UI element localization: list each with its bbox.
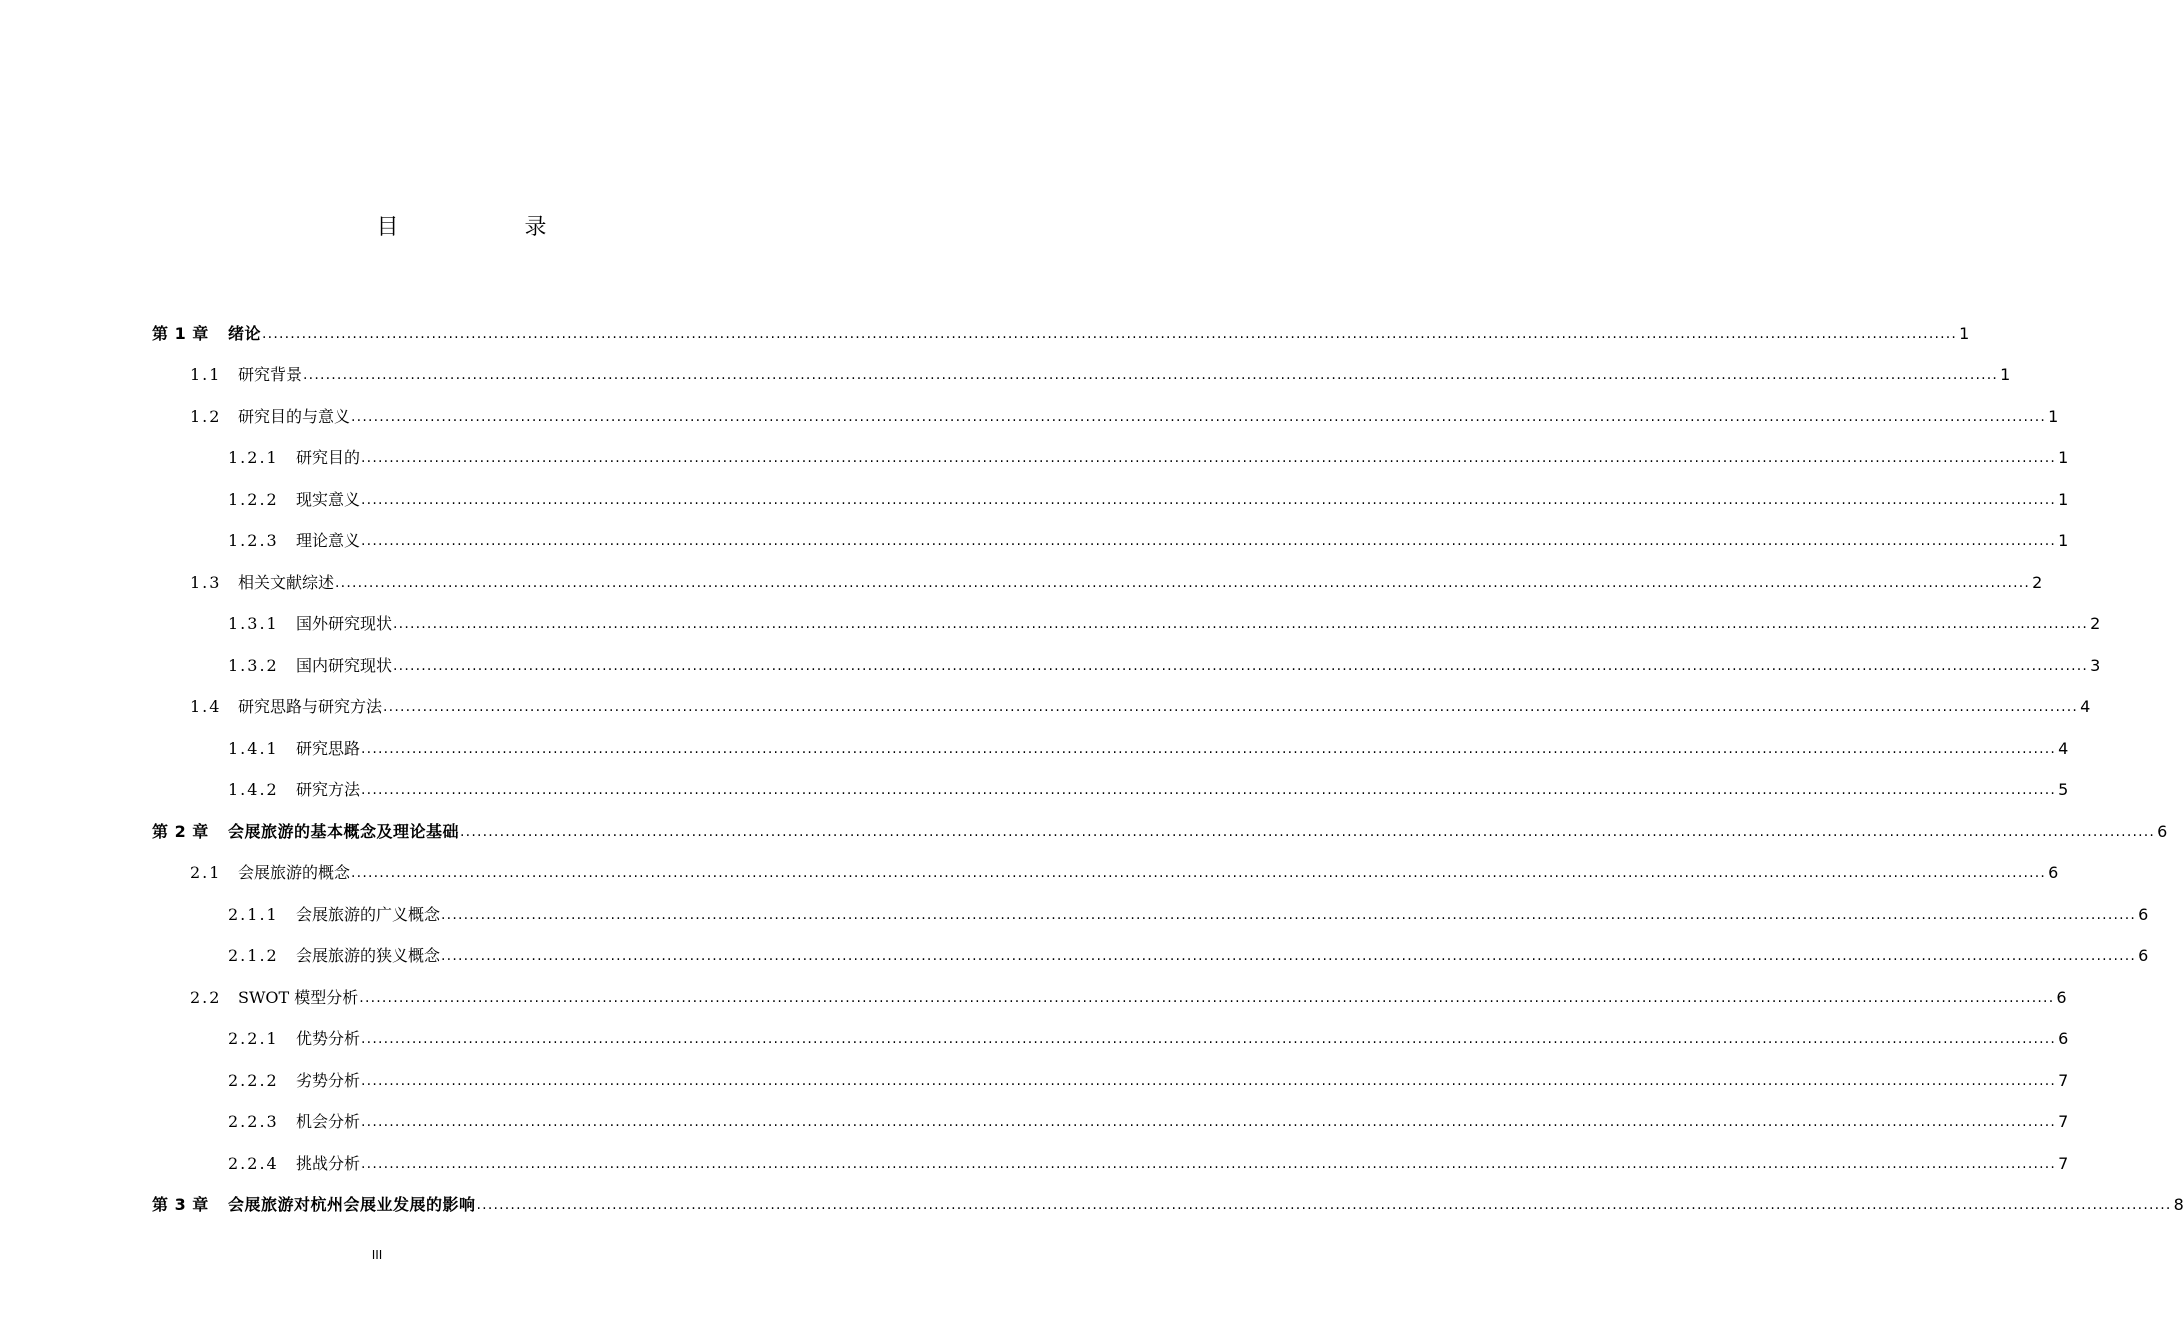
dot-leader: ............................................................................................................................................................................................................................................................................................................ [361, 491, 2057, 508]
toc-entry-page: 2 [2090, 614, 2101, 634]
toc-entry-number: 1.2.2 [228, 489, 279, 509]
toc-entry-number: 1.4.1 [228, 738, 279, 758]
toc-entry-number: 2.1.2 [228, 946, 279, 966]
toc-entry-number: 1.2.3 [228, 531, 279, 551]
toc-entry[interactable] [152, 1019, 2069, 1061]
dot-leader: ............................................................................................................................................................................................................................................................................................................ [361, 533, 2057, 550]
toc-entry-page: 6 [2048, 863, 2059, 883]
toc-entry-page: 6 [2157, 821, 2168, 841]
toc-entry-number: 1.2 [190, 406, 222, 426]
toc-entry-page: 7 [2058, 1112, 2069, 1132]
toc-entry-page: 1 [2058, 531, 2069, 551]
toc-entry[interactable] [152, 604, 2101, 646]
toc-entry[interactable] [152, 894, 2149, 936]
dot-leader: ............................................................................................................................................................................................................................................................................................................ [361, 1031, 2057, 1048]
toc-entry-label: 研究背景 [238, 365, 303, 385]
toc-entry-label: 机会分析 [296, 1112, 361, 1132]
toc-entry-number: 1.3.2 [228, 655, 279, 675]
toc-entry-number: 1.3.1 [228, 614, 279, 634]
dot-leader: ............................................................................................................................................................................................................................................................................................................ [393, 616, 2089, 633]
toc-entry-page: 1 [2000, 365, 2011, 385]
toc-entry-number: 2.2.3 [228, 1112, 279, 1132]
toc-entry-number: 1.4 [190, 697, 222, 717]
page-number-footer: III [371, 1248, 383, 1262]
toc-entry-label: 研究思路与研究方法 [238, 697, 383, 717]
toc-entry-number: 1.2.1 [228, 448, 279, 468]
toc-entry-number: 2.2.4 [228, 1153, 279, 1173]
dot-leader: ............................................................................................................................................................................................................................................................................................................ [383, 699, 2079, 716]
dot-leader: ............................................................................................................................................................................................................................................................................................................ [476, 1197, 2172, 1214]
toc-entry-page: 7 [2058, 1070, 2069, 1090]
toc-title: 目 录 [376, 215, 599, 240]
table-of-contents [152, 313, 2184, 1226]
toc-entry-page: 8 [2173, 1195, 2184, 1215]
toc-entry-label: 研究方法 [296, 780, 361, 800]
toc-entry[interactable] [152, 728, 2069, 770]
toc-entry[interactable] [152, 1185, 2184, 1227]
toc-entry-page: 1 [2048, 406, 2059, 426]
dot-leader: ............................................................................................................................................................................................................................................................................................................ [393, 657, 2089, 674]
toc-entry[interactable] [152, 1102, 2069, 1144]
dot-leader: ............................................................................................................................................................................................................................................................................................................ [441, 948, 2137, 965]
toc-entry-label: 现实意义 [296, 489, 361, 509]
toc-entry-label: 劣势分析 [296, 1070, 361, 1090]
toc-entry-label: 会展旅游对杭州会展业发展的影响 [228, 1195, 476, 1215]
toc-entry[interactable] [152, 687, 2091, 729]
toc-entry-label: 研究目的与意义 [238, 406, 351, 426]
toc-entry-label: 会展旅游的概念 [238, 863, 351, 883]
dot-leader: ............................................................................................................................................................................................................................................................................................................ [361, 740, 2057, 757]
toc-entry-page: 7 [2058, 1153, 2069, 1173]
toc-entry-page: 4 [2058, 738, 2069, 758]
toc-entry-label: 会展旅游的基本概念及理论基础 [228, 821, 460, 841]
toc-entry-page: 1 [2058, 489, 2069, 509]
toc-entry[interactable] [152, 562, 2043, 604]
dot-leader: ............................................................................................................................................................................................................................................................................................................ [335, 574, 2031, 591]
toc-entry[interactable] [152, 853, 2059, 895]
dot-leader: ............................................................................................................................................................................................................................................................................................................ [361, 450, 2057, 467]
toc-entry[interactable] [152, 313, 1970, 355]
toc-entry-label: 优势分析 [296, 1029, 361, 1049]
toc-entry-page: 3 [2090, 655, 2101, 675]
toc-entry-label: 国外研究现状 [296, 614, 393, 634]
dot-leader: ............................................................................................................................................................................................................................................................................................................ [361, 1072, 2057, 1089]
toc-entry[interactable] [152, 770, 2069, 812]
dot-leader: ............................................................................................................................................................................................................................................................................................................ [361, 1155, 2057, 1172]
toc-entry-label: 国内研究现状 [296, 655, 393, 675]
toc-entry[interactable] [152, 811, 2168, 853]
dot-leader: ............................................................................................................................................................................................................................................................................................................ [303, 367, 1999, 384]
toc-entry-number: 第 3 章 [152, 1195, 209, 1215]
toc-entry-number: 1.4.2 [228, 780, 279, 800]
toc-entry[interactable] [152, 936, 2149, 978]
toc-entry-number: 2.2.1 [228, 1029, 279, 1049]
toc-entry-page: 6 [2056, 987, 2067, 1007]
toc-entry[interactable] [152, 396, 2059, 438]
toc-entry[interactable] [152, 1143, 2069, 1185]
toc-entry-page: 6 [2138, 904, 2149, 924]
toc-entry-page: 5 [2058, 780, 2069, 800]
dot-leader: ............................................................................................................................................................................................................................................................................................................ [441, 906, 2137, 923]
toc-entry-label: 相关文献综述 [238, 572, 335, 592]
toc-entry-label: 绪论 [228, 323, 262, 343]
toc-entry[interactable] [152, 1060, 2069, 1102]
toc-entry-page: 2 [2032, 572, 2043, 592]
toc-entry-page: 1 [2058, 448, 2069, 468]
toc-entry-number: 2.1 [190, 863, 222, 883]
toc-entry-number: 2.2 [190, 987, 222, 1007]
toc-entry-number: 第 2 章 [152, 821, 209, 841]
toc-entry[interactable] [152, 977, 2067, 1019]
toc-entry-label: 会展旅游的广义概念 [296, 904, 441, 924]
toc-entry-number: 第 1 章 [152, 323, 209, 343]
toc-entry-page: 6 [2058, 1029, 2069, 1049]
dot-leader: ............................................................................................................................................................................................................................................................................................................ [359, 989, 2055, 1006]
dot-leader: ............................................................................................................................................................................................................................................................................................................ [361, 782, 2057, 799]
toc-entry[interactable] [152, 438, 2069, 480]
dot-leader: ............................................................................................................................................................................................................................................................................................................ [351, 408, 2047, 425]
toc-entry-number: 1.3 [190, 572, 222, 592]
toc-entry[interactable] [152, 479, 2069, 521]
toc-entry-label: SWOT 模型分析 [238, 987, 359, 1007]
dot-leader: ............................................................................................................................................................................................................................................................................................................ [262, 325, 1958, 342]
toc-entry[interactable] [152, 645, 2101, 687]
toc-entry-label: 研究思路 [296, 738, 361, 758]
toc-entry-number: 2.1.1 [228, 904, 279, 924]
dot-leader: ............................................................................................................................................................................................................................................................................................................ [460, 823, 2156, 840]
dot-leader: ............................................................................................................................................................................................................................................................................................................ [351, 865, 2047, 882]
toc-entry-label: 理论意义 [296, 531, 361, 551]
dot-leader: ............................................................................................................................................................................................................................................................................................................ [361, 1114, 2057, 1131]
toc-entry-label: 会展旅游的狭义概念 [296, 946, 441, 966]
toc-entry[interactable] [152, 355, 2011, 397]
toc-entry-label: 研究目的 [296, 448, 361, 468]
toc-entry-number: 1.1 [190, 365, 222, 385]
toc-entry-page: 1 [1959, 323, 1970, 343]
toc-entry-page: 4 [2080, 697, 2091, 717]
toc-entry-page: 6 [2138, 946, 2149, 966]
toc-entry-label: 挑战分析 [296, 1153, 361, 1173]
toc-entry[interactable] [152, 521, 2069, 563]
toc-entry-number: 2.2.2 [228, 1070, 279, 1090]
